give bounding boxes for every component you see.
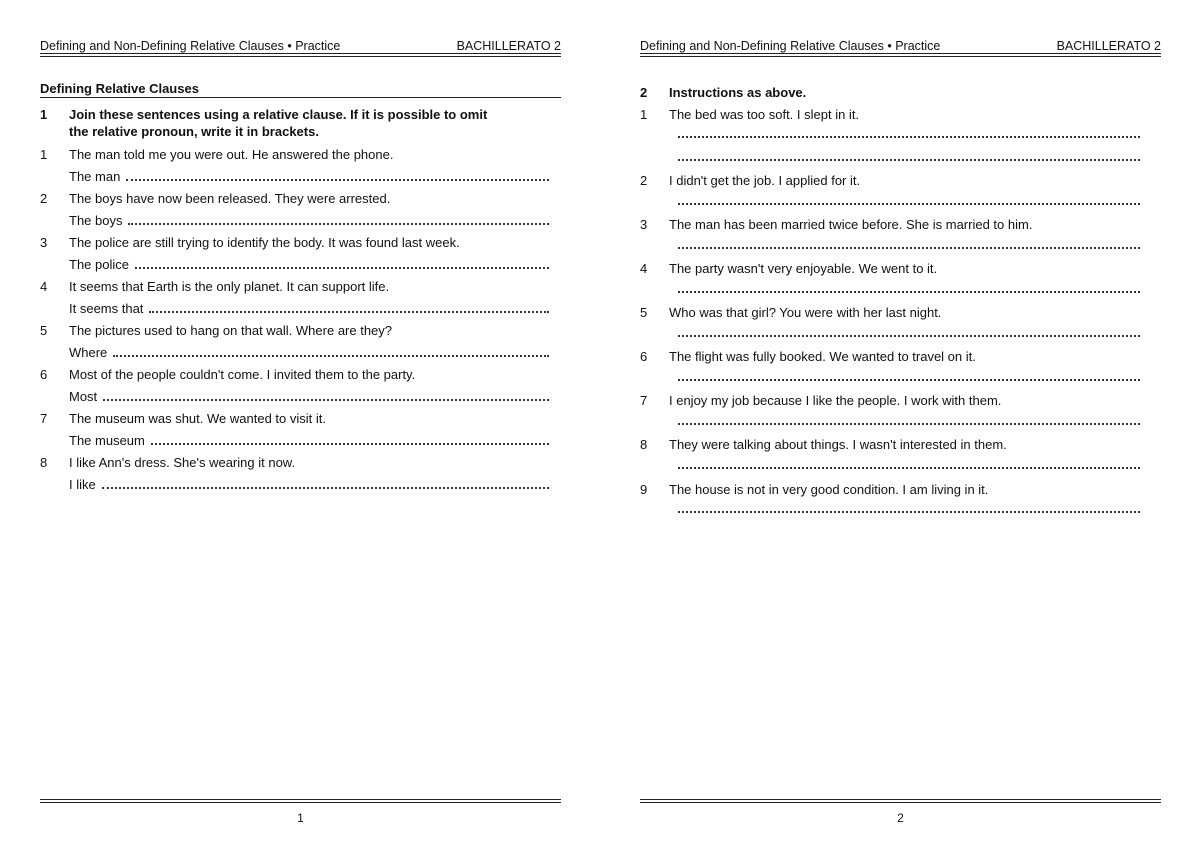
answer-line[interactable] xyxy=(678,467,1140,469)
answer-dotted-line xyxy=(113,344,549,357)
answer-dotted-line xyxy=(102,476,549,489)
item-number: 8 xyxy=(640,437,648,452)
item-number: 6 xyxy=(640,349,648,364)
header-level: BACHILLERATO 2 xyxy=(1056,39,1161,53)
answer-field[interactable] xyxy=(69,476,551,493)
item-sentence: It seems that Earth is the only planet. It can support life. xyxy=(69,279,390,294)
item-sentence: The boys have now been released. They were arrested. xyxy=(69,191,391,206)
header-title: Defining and Non-Defining Relative Clauses • Practice xyxy=(640,39,941,53)
footer-divider xyxy=(640,799,1161,803)
section-title: Defining Relative Clauses xyxy=(40,81,561,98)
item-sentence: The house is not in very good condition. I am living in it. xyxy=(669,482,989,497)
answer-field[interactable] xyxy=(69,432,551,449)
item-sentence: They were talking about things. I wasn't interested in them. xyxy=(669,437,1007,452)
answer-field[interactable] xyxy=(69,168,551,185)
answer-start: Where xyxy=(69,345,108,360)
answer-dotted-line xyxy=(128,212,549,225)
item-sentence: The party wasn't very enjoyable. We went to it. xyxy=(669,261,938,276)
exercise-number: 1 xyxy=(40,107,48,122)
answer-line[interactable] xyxy=(678,203,1140,205)
answer-field[interactable] xyxy=(69,256,551,273)
answer-line[interactable] xyxy=(678,423,1140,425)
item-number: 7 xyxy=(40,411,48,426)
header-title: Defining and Non-Defining Relative Clauses • Practice xyxy=(40,39,341,53)
item-sentence: The museum was shut. We wanted to visit it. xyxy=(69,411,326,426)
answer-dotted-line xyxy=(126,168,549,181)
item-sentence: The man told me you were out. He answered the phone. xyxy=(69,147,394,162)
answer-field[interactable] xyxy=(69,300,551,317)
answer-start: The man xyxy=(69,169,121,184)
item-sentence: The bed was too soft. I slept in it. xyxy=(669,107,860,122)
answer-field[interactable] xyxy=(69,212,551,229)
answer-line[interactable] xyxy=(678,511,1140,513)
item-sentence: The pictures used to hang on that wall. Where are they? xyxy=(69,323,393,338)
answer-dotted-line xyxy=(151,432,549,445)
answer-line[interactable] xyxy=(678,136,1140,138)
item-number: 7 xyxy=(640,393,648,408)
answer-line[interactable] xyxy=(678,379,1140,381)
item-number: 2 xyxy=(640,173,648,188)
page-number: 2 xyxy=(897,811,904,825)
item-sentence: The police are still trying to identify the body. It was found last week. xyxy=(69,235,460,250)
item-number: 5 xyxy=(40,323,48,338)
header-divider xyxy=(640,53,1161,57)
answer-line[interactable] xyxy=(678,291,1140,293)
instruction-text: Instructions as above. xyxy=(669,85,807,100)
item-sentence: The flight was fully booked. We wanted to travel on it. xyxy=(669,349,976,364)
answer-start: The boys xyxy=(69,213,123,228)
item-number: 9 xyxy=(640,482,648,497)
item-number: 3 xyxy=(40,235,48,250)
answer-start: Most xyxy=(69,389,98,404)
item-sentence: I enjoy my job because I like the people. I work with them. xyxy=(669,393,1002,408)
answer-start: I like xyxy=(69,477,96,492)
item-number: 1 xyxy=(40,147,48,162)
worksheet-page-2 xyxy=(600,0,1200,849)
item-number: 2 xyxy=(40,191,48,206)
answer-field[interactable] xyxy=(69,388,551,405)
exercise-number: 2 xyxy=(640,85,648,100)
item-sentence: Who was that girl? You were with her last night. xyxy=(669,305,942,320)
item-sentence: I didn't get the job. I applied for it. xyxy=(669,173,861,188)
answer-dotted-line xyxy=(103,388,549,401)
item-number: 4 xyxy=(640,261,648,276)
item-number: 8 xyxy=(40,455,48,470)
item-number: 4 xyxy=(40,279,48,294)
answer-line[interactable] xyxy=(678,159,1140,161)
answer-line[interactable] xyxy=(678,335,1140,337)
item-sentence: The man has been married twice before. She is married to him. xyxy=(669,217,1033,232)
page-header xyxy=(40,39,561,53)
item-number: 1 xyxy=(640,107,648,122)
item-sentence: Most of the people couldn't come. I invited them to the party. xyxy=(69,367,416,382)
header-divider xyxy=(40,53,561,57)
instruction-text: Join these sentences using a relative clause. If it is possible to omit the relative pronoun, write it in brackets. xyxy=(69,107,488,139)
answer-dotted-line xyxy=(149,300,549,313)
footer-divider xyxy=(40,799,561,803)
page-header xyxy=(640,39,1161,53)
item-number: 5 xyxy=(640,305,648,320)
answer-start: The police xyxy=(69,257,129,272)
answer-dotted-line xyxy=(135,256,549,269)
item-number: 6 xyxy=(40,367,48,382)
answer-line[interactable] xyxy=(678,247,1140,249)
item-sentence: I like Ann's dress. She's wearing it now. xyxy=(69,455,296,470)
answer-start: It seems that xyxy=(69,301,144,316)
answer-field[interactable] xyxy=(69,344,551,361)
page-number: 1 xyxy=(297,811,304,825)
answer-start: The museum xyxy=(69,433,145,448)
item-number: 3 xyxy=(640,217,648,232)
header-level: BACHILLERATO 2 xyxy=(456,39,561,53)
